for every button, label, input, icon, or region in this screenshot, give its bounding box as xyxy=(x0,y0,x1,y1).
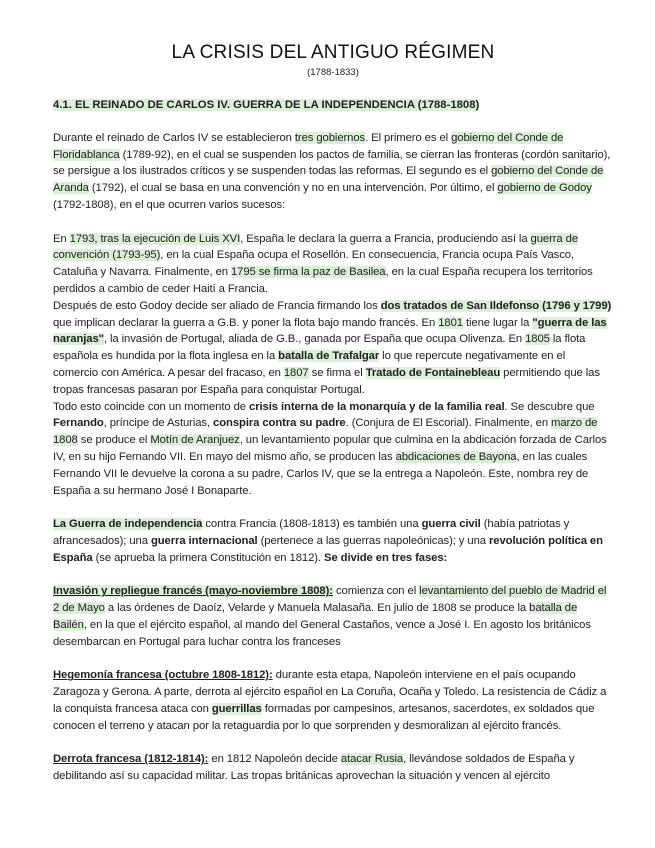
text: (1792), el cual se basa en una convención y no en una intervención. Por último, el xyxy=(88,182,498,195)
phase-heading: Derrota francesa (1812-1814): xyxy=(53,753,209,766)
highlight: tres gobiernos xyxy=(294,131,366,144)
bold: revolución política en España xyxy=(53,534,603,564)
phase-heading: Invasión y repliegue francés (mayo-noviembre 1808): xyxy=(53,585,333,598)
text: se firma el xyxy=(308,366,366,379)
text: , en las cuales Fernando VII le devuelve la corona a su padre, Carlos IV, que se la entrega a Napoleón. Este, nombra rey de España a su hermano José I Bonaparte. xyxy=(53,450,589,497)
highlight-bold: Tratado de Fontainebleau xyxy=(365,366,501,379)
highlight: 1795 se firma la paz de Basilea xyxy=(230,266,386,279)
highlight: guerra de convención (1793-95) xyxy=(53,232,579,262)
highlight: abdicaciones de Bayona xyxy=(395,450,517,463)
paragraph-crisis-interna xyxy=(53,399,613,500)
highlight: 1805 xyxy=(525,333,550,346)
section-heading-text: 4.1. EL REINADO DE CARLOS IV. GUERRA DE LA INDEPENDENCIA (1788-1808) xyxy=(53,99,480,111)
text: Todo esto coincide con un momento de xyxy=(53,400,250,413)
highlight: gobierno del Conde de Aranda xyxy=(53,165,604,195)
text: se produce el xyxy=(77,434,151,447)
text: durante esta etapa, Napoleón interviene en el país ocupando Zaragoza y Gerona. A parte, derrota al ejército español en La Coruña, Ocaña y Toledo. La resistencia de Cádiz a la conquista francesa ataca con xyxy=(53,669,607,715)
highlight: gobierno de Godoy xyxy=(497,182,592,195)
highlight: 1807 xyxy=(283,366,309,379)
text: , en la cual España ocupa el Rosellón. En consecuencia, Francia ocupa País Vasco, Cataluña y Navarra. Finalmente, en xyxy=(53,249,574,279)
highlight: levantamiento del pueblo de Madrid el 2 de Mayo xyxy=(53,585,607,615)
text: , en la cual España recupera los territorios perdidos a cambio de ceder Haití a Francia. xyxy=(53,266,593,295)
text: (1792-1808), en el que ocurren varios sucesos: xyxy=(53,198,286,211)
text: comienza con el xyxy=(332,585,420,598)
bold: guerra internacional xyxy=(150,534,258,547)
text: , la invasión de Portugal, aliada de G.B., ganada por España que ocupa Olivenza. En xyxy=(103,333,526,346)
text: en 1812 Napoleón decide xyxy=(208,753,341,766)
text: Después de esto Godoy decide ser aliado de Francia firmando los xyxy=(53,299,381,312)
bold: guerra civil xyxy=(421,518,481,531)
bold: conspira contra su padre xyxy=(213,417,346,430)
text: (había patriotas y afrancesados); una xyxy=(53,518,570,547)
highlight: 1793, tras la ejecución de Luis XVI xyxy=(69,232,241,245)
text: la flota española es hundida por la flota inglesa en la xyxy=(53,333,586,363)
text: contra Francia (1808-1813) es también una xyxy=(202,518,422,531)
highlight-bold: "guerra de las naranjas" xyxy=(53,316,607,346)
text: lo que repercute negativamente en el comercio con América. A pesar del fracaso, en xyxy=(53,350,566,379)
page-dates: (1788-1833) xyxy=(307,67,359,78)
paragraph-fase-invasion xyxy=(53,583,613,650)
text: formadas por campesinos, artesanos, sacerdotes, ex soldados que conocen el terreno y atacan por la retaguardia por lo que sorprenden y desmoralizan al ejército francés. xyxy=(53,702,595,732)
text: En xyxy=(53,232,70,245)
bold: crisis interna de la monarquía y de la familia real xyxy=(249,400,505,413)
text: . El primero es el xyxy=(365,131,452,144)
text: (pertenece a las guerras napoleónicas); y una xyxy=(257,534,489,547)
text: permitiendo que las tropas francesas pasaran por España para conquistar Portugal. xyxy=(53,366,600,396)
paragraph-gobiernos xyxy=(53,130,613,214)
highlight-bold: guerrillas xyxy=(211,702,262,715)
text: , príncipe de Asturias, xyxy=(103,417,214,430)
text: , llevándose soldados de España y debilitando así su capacidad militar. Las tropas británicas aprovechan la situación y vencen al ejército xyxy=(53,753,575,783)
highlight-bold: dos tratados de San Ildefonso (1796 y 1799) xyxy=(380,299,612,312)
text: tiene lugar la xyxy=(462,316,533,329)
paragraph-guerra-convencion xyxy=(53,231,613,298)
text: . (Conjura de El Escorial). Finalmente, en xyxy=(345,417,552,430)
highlight: atacar Rusia xyxy=(340,753,404,766)
text: a las órdenes de Daoíz, Velarde y Manuela Malasaña. En julio de 1808 se produce la xyxy=(104,602,530,615)
text: , en la que el ejército español, al mando del General Castaños, vence a José I. En agosto los británicos desembarcan en Portugal para luchar contra los franceses xyxy=(53,618,591,648)
bold: Fernando xyxy=(53,417,104,430)
text: . Se descubre que xyxy=(504,400,595,413)
highlight: marzo de 1808 xyxy=(53,417,598,447)
text: (1789-92), en el cual se suspenden los pactos de familia, se cierran las fronteras (cordón sanitario), se persigue a los ilustrados críticos y se suspenden todas las reformas. El segundo es el xyxy=(53,148,611,178)
paragraph-fase-hegemonia xyxy=(53,667,613,734)
paragraph-guerra-independencia xyxy=(53,516,613,566)
highlight: 1801 xyxy=(438,316,463,329)
phase-heading: Hegemonía francesa (octubre 1808-1812): xyxy=(53,669,273,682)
highlight: Motín de Aranjuez xyxy=(150,434,240,447)
section-heading xyxy=(53,97,613,113)
highlight: gobierno del Conde de Floridablanca xyxy=(53,131,564,161)
highlight: batalla de Bailén xyxy=(53,602,578,631)
text: (se aprueba la primera Constitución en 1812). xyxy=(92,551,325,564)
document-page xyxy=(53,42,613,785)
highlight-bold: La Guerra de independencia xyxy=(53,518,203,531)
paragraph-fase-derrota xyxy=(53,751,613,785)
text: Durante el reinado de Carlos IV se establecieron xyxy=(53,131,295,144)
text: que implican declarar la guerra a G.B. y poner la flota bajo mando francés. En xyxy=(53,316,439,329)
highlight-bold: batalla de Trafalgar xyxy=(278,350,380,363)
bold: Se divide en tres fases: xyxy=(324,551,448,564)
text: , un levantamiento popular que culmina en la abdicación forzada de Carlos IV, en su hijo Fernando VII. En mayo del mismo año, se producen las xyxy=(53,434,607,463)
text: , España le declara la guerra a Francia, produciendo así la xyxy=(240,232,531,245)
paragraph-tratados xyxy=(53,298,613,399)
page-title: LA CRISIS DEL ANTIGUO RÉGIMEN xyxy=(171,42,495,63)
